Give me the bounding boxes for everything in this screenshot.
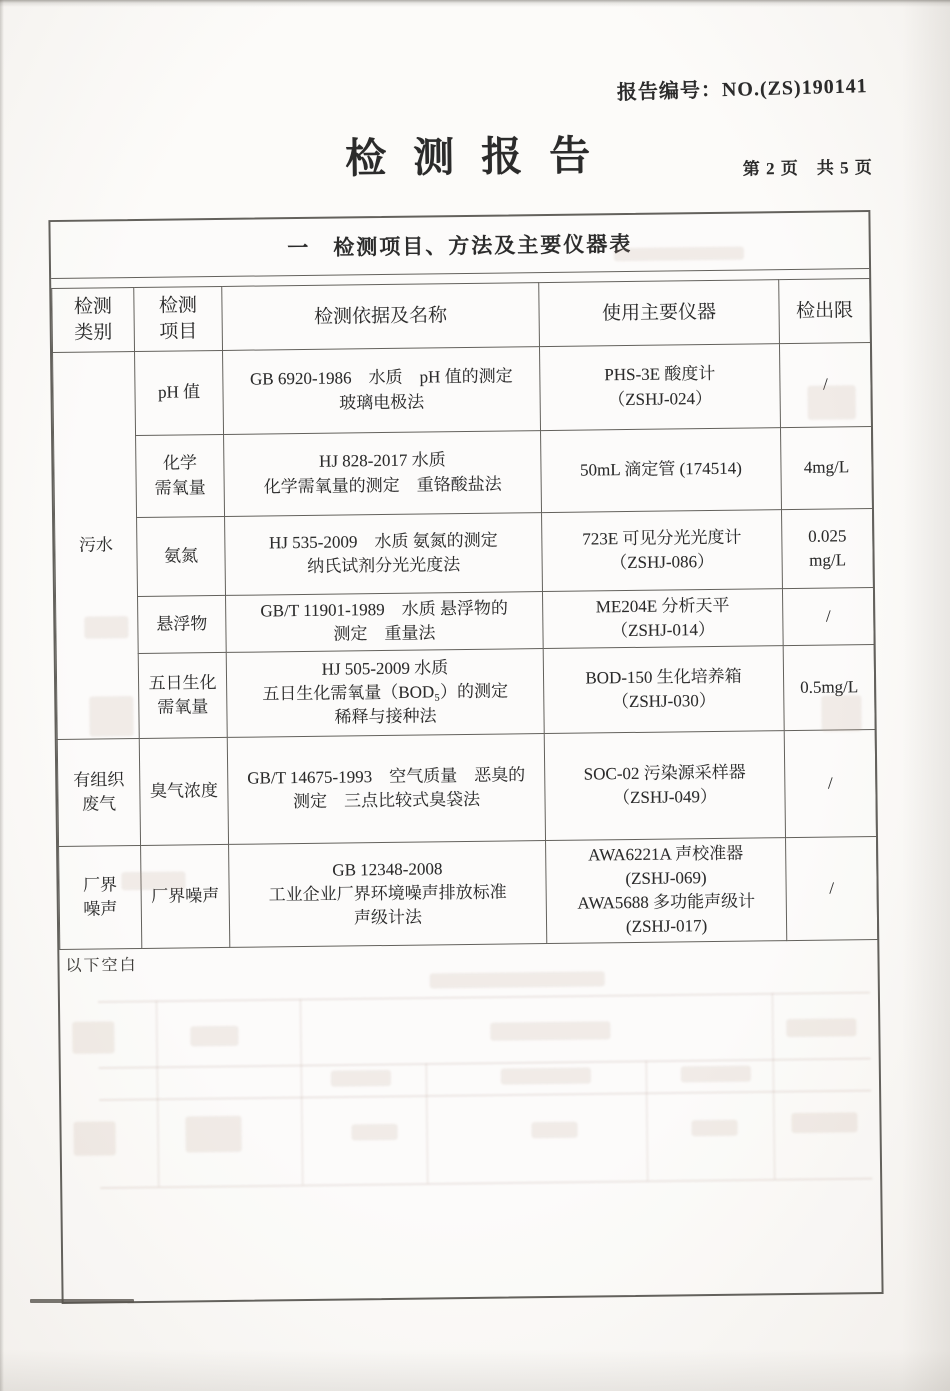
header-item: 检测 项目 (134, 286, 223, 351)
bleedthrough-mark (490, 1021, 610, 1040)
bleedthrough-mark (691, 1120, 737, 1137)
cell-item: pH 值 (135, 350, 224, 435)
cell-instrument: 723E 可见分光光度计 （ZSHJ-086） (542, 510, 783, 592)
cell-category-exhaust-gas: 有组织 废气 (57, 739, 140, 847)
table-row (55, 509, 874, 598)
cell-method: GB/T 14675-1993 空气质量 恶臭的 测定 三点比较式臭袋法 (227, 734, 545, 845)
bleedthrough-mark (73, 1121, 115, 1156)
cell-method: GB 12348-2008 工业企业厂界环境噪声排放标准 声级计法 (229, 841, 547, 948)
cell-method: HJ 535-2009 水质 氨氮的测定 纳氏试剂分光光度法 (225, 513, 543, 596)
bleedthrough-line (426, 1064, 428, 1184)
cell-instrument: BOD-150 生化培养箱 （ZSHJ-030） (543, 646, 784, 734)
cell-limit: 4mg/L (780, 427, 872, 510)
table-row (54, 427, 873, 519)
table-row (57, 730, 876, 847)
cell-limit: / (782, 588, 874, 646)
cell-instrument: PHS-3E 酸度计 （ZSHJ-024） (539, 344, 780, 431)
table-header-row (52, 279, 871, 353)
cell-item: 臭气浓度 (139, 737, 228, 845)
table-row (53, 343, 872, 437)
table-row (56, 588, 875, 655)
blank-remainder-section (59, 940, 881, 1302)
cell-instrument: ME204E 分析天平 （ZSHJ-014） (542, 589, 783, 649)
bleedthrough-line (646, 1061, 648, 1181)
bleedthrough-mark (786, 1018, 856, 1037)
table-caption: 一 检测项目、方法及主要仪器表 (50, 212, 869, 279)
bleedthrough-mark (190, 1026, 238, 1047)
cell-item: 厂界噪声 (141, 844, 230, 948)
bleedthrough-line (100, 1178, 872, 1188)
cell-item: 化学 需氧量 (136, 434, 225, 517)
bleedthrough-mark (351, 1124, 397, 1141)
methods-table (51, 278, 878, 950)
cell-instrument: AWA6221A 声校准器 (ZSHJ-069) AWA5688 多功能声级计 (ZSHJ-017) (546, 838, 787, 944)
bleedthrough-line (772, 993, 775, 1179)
cell-item: 悬浮物 (138, 595, 227, 653)
cell-limit: 0.5mg/L (783, 645, 875, 731)
bleedthrough-line (99, 1090, 871, 1100)
bleedthrough-line (300, 999, 303, 1185)
cell-item: 氨氮 (137, 516, 226, 596)
below-blank-note: 以下空白 (65, 957, 138, 975)
cell-limit: 0.025 mg/L (782, 509, 874, 589)
bleedthrough-mark (72, 1021, 114, 1054)
table-row (56, 645, 875, 740)
bleedthrough-mark (185, 1116, 241, 1153)
cell-instrument: 50mL 滴定管 (174514) (541, 428, 782, 513)
cell-item: 五日生化 需氧量 (138, 652, 227, 738)
bleedthrough-mark (791, 1112, 857, 1133)
header-instrument: 使用主要仪器 (539, 280, 780, 347)
cell-category-wastewater: 污水 (53, 352, 140, 740)
cell-method: HJ 505-2009 水质 五日生化需氧量（BOD₅）的测定 稀释与接种法 (226, 649, 544, 738)
header-category: 检测 类别 (52, 288, 135, 353)
cell-limit: / (784, 730, 876, 838)
bleedthrough-mark (430, 971, 605, 988)
header-method: 检测依据及名称 (222, 283, 540, 351)
page-indicator: 第 2 页 共 5 页 (742, 157, 873, 179)
cell-method: HJ 828-2017 水质 化学需氧量的测定 重铬酸盐法 (224, 431, 542, 517)
cell-instrument: SOC-02 污染源采样器 （ZSHJ-049） (544, 731, 785, 841)
report-table-frame (48, 210, 883, 1304)
cell-limit: / (779, 343, 871, 428)
bleedthrough-line (156, 1001, 159, 1187)
table-row (59, 837, 878, 950)
bleedthrough-line (99, 1058, 871, 1068)
scan-artifact-bar (30, 1299, 134, 1303)
header-limit: 检出限 (779, 279, 871, 344)
cell-limit: / (786, 837, 878, 941)
bleedthrough-line (98, 992, 870, 1002)
page-title: 检测报告 (344, 132, 618, 182)
report-number: 报告编号：NO.(ZS)190141 (616, 75, 869, 105)
bleedthrough-mark (531, 1122, 577, 1139)
bleedthrough-mark (501, 1068, 591, 1085)
cell-category-boundary-noise: 厂界 噪声 (59, 845, 142, 949)
bleedthrough-mark (331, 1070, 391, 1087)
bleedthrough-mark (681, 1066, 751, 1083)
cell-method: GB/T 11901-1989 水质 悬浮物的 测定 重量法 (226, 592, 544, 653)
cell-method: GB 6920-1986 水质 pH 值的测定 玻璃电极法 (223, 347, 541, 435)
